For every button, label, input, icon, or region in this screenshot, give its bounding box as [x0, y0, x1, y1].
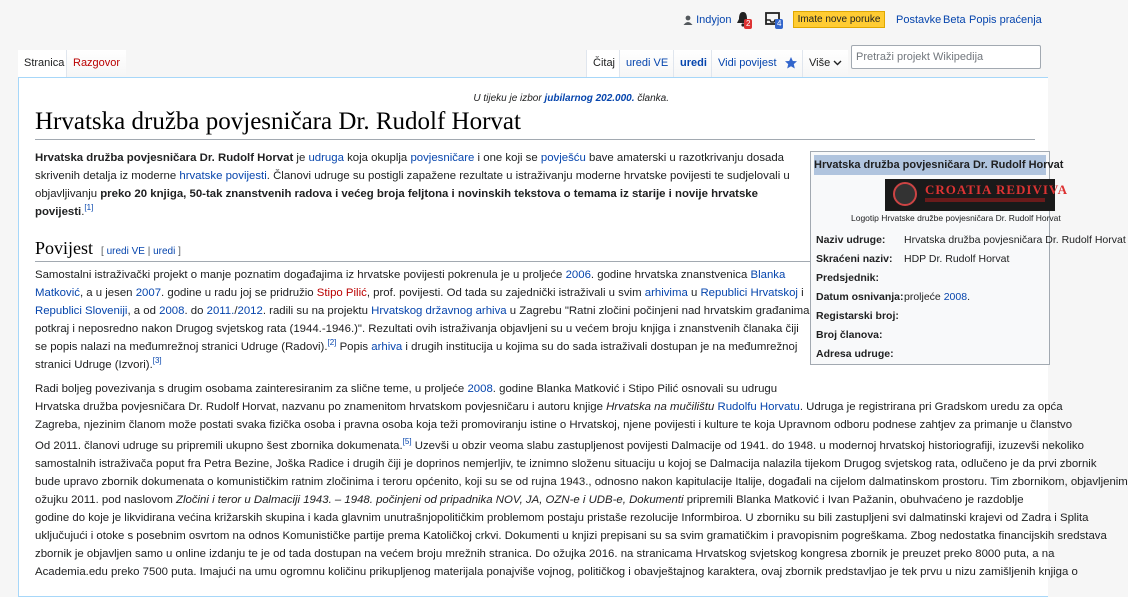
- p3-line-7: zbornik je objavljen samo u online izdanju te je od tada dostupan na većem broju mrežnih stranica. Do ožujka 2016. na stranicama Hrvatskog svjetskog kongresa zbornik je preuzet preko 8000 puta, a na: [35, 548, 1055, 560]
- intro-line-2: skrivenih detalja iz moderne hrvatske povijesti. Članovi udruge su postigli zapažene rezultate u istraživanju moderne hrvatske povijesti te sudjelovali u: [35, 170, 790, 182]
- content-area: [18, 77, 1128, 597]
- watchlist-link[interactable]: Popis praćenja: [969, 14, 1042, 26]
- user-link[interactable]: Indyjon: [683, 14, 732, 26]
- infobox-title: Hrvatska družba povjesničara Dr. Rudolf Horvat: [814, 155, 1046, 175]
- infobox: Hrvatska družba povjesničara Dr. Rudolf Horvat CROATIA REDIVIVA Logotip Hrvatske družbe povjesničara Dr. Rudolf Horvat Naziv udruge: Hrvatska družba povjesničara Dr. Rudolf Horvat Skraćeni naziv: HDP Dr. Rudolf Horvat Predsjednik: Datum osnivanja: proljeće 2008. Registarski broj: Broj članova: Adresa udruge:: [810, 151, 1050, 365]
- tab-read[interactable]: Čitaj: [586, 50, 621, 77]
- preferences-link[interactable]: Postavke: [896, 14, 942, 26]
- notices-button[interactable]: [765, 11, 781, 30]
- p1-line-2: Matković, a u jesen 2007. godine u radu joj se pridružio Stipo Pilić, prof. povijesti. Od tada su zajednički istraživali u svim arhivima u Republici Hrvatskoj i: [35, 287, 804, 299]
- p3-line-1: Od 2011. članovi udruge su pripremili ukupno šest zbornika dokumenata.[5] Uzevši u obzir veoma slabu zastupljenost povijesti Dalmacije od 1941. do 1948. u modernoj hrvatskoj historiografiji, izuzevši nekoliko: [35, 437, 1084, 452]
- p3-line-2: samostalnih istraživača poput fra Petra Bezine, Joška Radice i drugih čiji je doprinos nemjerljiv, te iznimno složenu situaciju u kojoj se Dalmacija nalazila tijekom Drugog svjetskog rata, odlučeno je da prvi zbornik: [35, 458, 1097, 470]
- tab-history[interactable]: Vidi povijest: [711, 50, 783, 77]
- infobox-caption: Logotip Hrvatske družbe povjesničara Dr. Rudolf Horvat: [851, 213, 1061, 223]
- user-icon: [683, 15, 693, 25]
- infobox-logo[interactable]: CROATIA REDIVIVA: [885, 179, 1055, 211]
- more-label: Više: [809, 57, 831, 69]
- intro-line-1: Hrvatska družba povjesničara Dr. Rudolf Horvat je udruga koja okuplja povjesničare i one koji se povješću bave amaterski u razotkrivanju dosada: [35, 152, 785, 164]
- new-messages-button[interactable]: Imate nove poruke: [793, 11, 885, 28]
- tab-edit-ve[interactable]: uredi VE: [619, 50, 674, 77]
- p2-line-2: Hrvatska družba povjesničara Dr. Rudolf Horvat, nazvanu po znamenitom hrvatskom povjesničaru i autoru knjige Hrvatska na mučilištu Rudolfu Horvatu. Udruga je registrirana pri Gradskom uredu za opća: [35, 401, 1063, 413]
- p1-line-4: potkraj i neposredno nakon Drugog svjetskog rata (1944.-1946.)". Rezultati ovih istraživanja objavljeni su u većem broju knjiga i znanstvenih članaka čiji: [35, 323, 799, 335]
- p2-line-3: Zagreba, njezinim članom može postati svaka fizička osoba i pravna osoba koja teži promoviranju istine o Hrvatskoj, njene povijesti i kulture te koja Upravnom odboru podnese zahtjev za primanje u članstvo: [35, 419, 1073, 431]
- notices-count: 4: [777, 19, 782, 28]
- site-notice: U tijeku je izbor jubilarnog 202.000. članka.: [473, 93, 669, 104]
- alerts-button[interactable]: [736, 11, 750, 30]
- section-edit-link[interactable]: uredi: [153, 246, 176, 257]
- p1-line-1: Samostalni istraživački projekt o manje poznatim događajima iz hrvatske povijesti pokrenula je u proljeće 2006. godine hrvatska znanstvenica Blanka: [35, 269, 786, 281]
- page-title: Hrvatska družba povjesničara Dr. Rudolf Horvat: [35, 108, 1035, 140]
- alerts-count: 2: [746, 19, 751, 28]
- seal-icon: [893, 182, 917, 206]
- p1-line-6: stranici Udruge (Izvori).[3]: [35, 356, 162, 371]
- intro-line-3: objavljivanju preko 20 knjiga, 50-tak znanstvenih radova i većeg broja feljtona i novinskih tekstova o temama iz starije i novije hrvatske: [35, 188, 758, 200]
- chevron-down-icon: [833, 60, 842, 66]
- personal-toolbar: [0, 0, 1042, 38]
- section-heading-povijest: Povijest [ uredi VE | uredi ]: [35, 238, 810, 262]
- p2-line-1: Radi boljeg povezivanja s drugim osobama zainteresiranim za slične teme, u proljeće 2008. godine Blanka Matković i Stipo Pilić osnovali su udrugu: [35, 383, 778, 395]
- p3-line-4: ožujku 2011. pod naslovom Zločini i teror u Dalmaciji 1943. – 1948. počinjeni od pripadnika NOV, JA, OZN-e i UDB-e, Dokumenti pripremili Blanka Matković i Ivan Pažanin, obuhvaćeno je razdoblje: [35, 494, 1024, 506]
- tab-edit[interactable]: uredi: [673, 50, 713, 77]
- p1-line-5: se popis nalazi na međumrežnoj stranici Udruge (Radovi).[2] Popis arhiva i drugih institucija u kojima su do sada istraživali dostupan je na međumrežnoj: [35, 338, 798, 353]
- section-edit-links: [ uredi VE | uredi ]: [101, 246, 181, 257]
- beta-link[interactable]: Beta: [943, 14, 966, 26]
- star-icon: [784, 56, 798, 70]
- intro-line-4: povijesti.[1]: [35, 203, 94, 218]
- tab-article[interactable]: Stranica: [18, 50, 70, 77]
- section-edit-ve-link[interactable]: uredi VE: [106, 246, 145, 257]
- p3-line-3: bude upravo zbornik dokumenata o komunističkim ratnim zločinima i teroru općenito, koji su se od rujna 1943., odnosno nakon kapitulacije Italije, događali na cijelom dalmatinskom prostoru. Tim zbornikom, objavljenim: [35, 476, 1128, 488]
- p1-line-3: Republici Sloveniji, a od 2008. do 2011./2012. radili su na projektu Hrvatskog državnog arhiva u Zagrebu "Ratni zločini počinjeni nad hrvatskim građanima: [35, 305, 810, 317]
- tab-talk[interactable]: Razgovor: [66, 50, 126, 77]
- more-menu[interactable]: [802, 50, 848, 77]
- p3-line-6: uključujući i otoke s posebnim osvrtom na odnos Komunističke partije prema Katoličkoj crkvi. Dokumenti u knjizi prepisani su sa svim gramatičkim i pravopisnim pogreškama. Zbog nedostatka financijskih sredstava: [35, 530, 1107, 542]
- watch-star[interactable]: [778, 50, 804, 77]
- search-input[interactable]: Pretraži projekt Wikipedija: [851, 45, 1041, 69]
- p3-line-8: Academia.edu preko 7500 puta. Imajući na umu ogromnu količinu prikupljenog materijala ponajviše vojnog, političkog i obavještajnog karaktera, ovaj zbornik predstavljao je tek prvu u nizu zamišljenih knjiga o: [35, 566, 1078, 578]
- p3-line-5: godine do koje je likvidirana većina križarskih skupina i kada glavnim unutrašnjopolitičkim problemom postaju pristaše rezolucije Informbiroa. U zborniku su bili zastupljeni svi dalmatinski krajevi od Zadra i Splita: [35, 512, 1089, 524]
